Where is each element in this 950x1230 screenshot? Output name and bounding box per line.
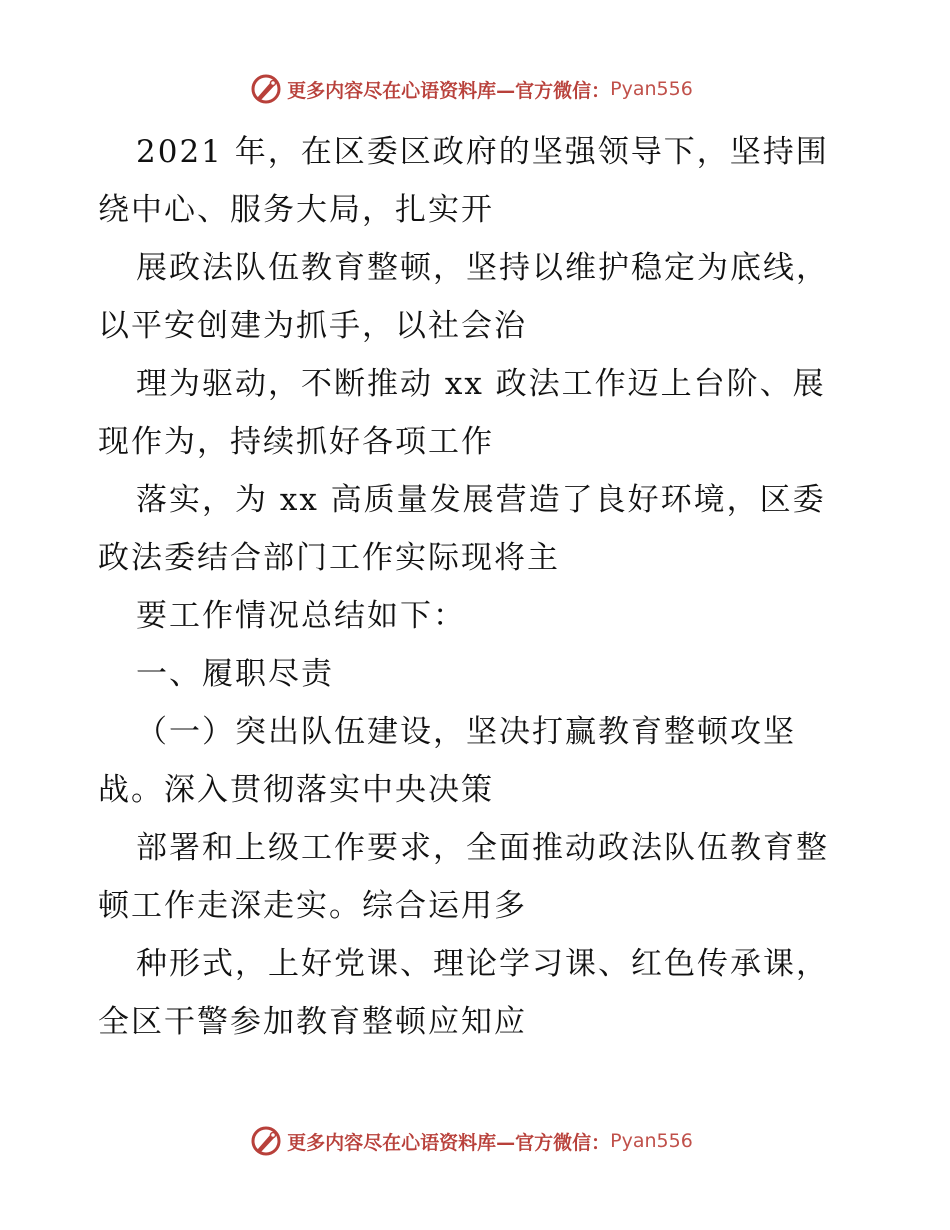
body-line: 2021 年，在区委区政府的坚强领导下，坚持围 <box>136 134 829 170</box>
body-line: 顿工作走深走实。综合运用多 <box>98 888 527 924</box>
body-line: 部署和上级工作要求，全面推动政法队伍教育整 <box>136 830 829 866</box>
body-line: 战。深入贯彻落实中央决策 <box>98 772 494 808</box>
body-line: 落实，为 xx 高质量发展营造了良好环境，区委 <box>136 482 826 518</box>
watermark-text: 更多内容尽在心语资料库—官方微信： <box>287 1131 611 1154</box>
footer-watermark <box>0 1124 950 1158</box>
watermark-text: 更多内容尽在心语资料库—官方微信： <box>287 79 611 102</box>
watermark-id: Pyan556 <box>610 78 693 100</box>
body-line: 以平安创建为抓手，以社会治 <box>98 308 527 344</box>
header-watermark <box>0 72 950 106</box>
body-line: 现作为，持续抓好各项工作 <box>98 424 494 460</box>
subsection-heading: （一）突出队伍建设，坚决打赢教育整顿攻坚 <box>136 714 796 750</box>
body-line: 理为驱动，不断推动 xx 政法工作迈上台阶、展 <box>136 366 826 402</box>
document-body <box>98 123 858 1051</box>
body-line: 全区干警参加教育整顿应知应 <box>98 1004 527 1040</box>
pen-circle-logo-icon <box>249 1124 283 1158</box>
body-line: 展政法队伍教育整顿，坚持以维护稳定为底线， <box>136 250 829 286</box>
pen-circle-logo-icon <box>249 72 283 106</box>
body-line: 种形式，上好党课、理论学习课、红色传承课， <box>136 946 829 982</box>
body-line: 绕中心、服务大局，扎实开 <box>98 192 494 228</box>
body-line: 要工作情况总结如下： <box>136 598 466 634</box>
watermark-id: Pyan556 <box>610 1130 693 1152</box>
section-heading: 一、履职尽责 <box>136 656 334 692</box>
body-line: 政法委结合部门工作实际现将主 <box>98 540 560 576</box>
